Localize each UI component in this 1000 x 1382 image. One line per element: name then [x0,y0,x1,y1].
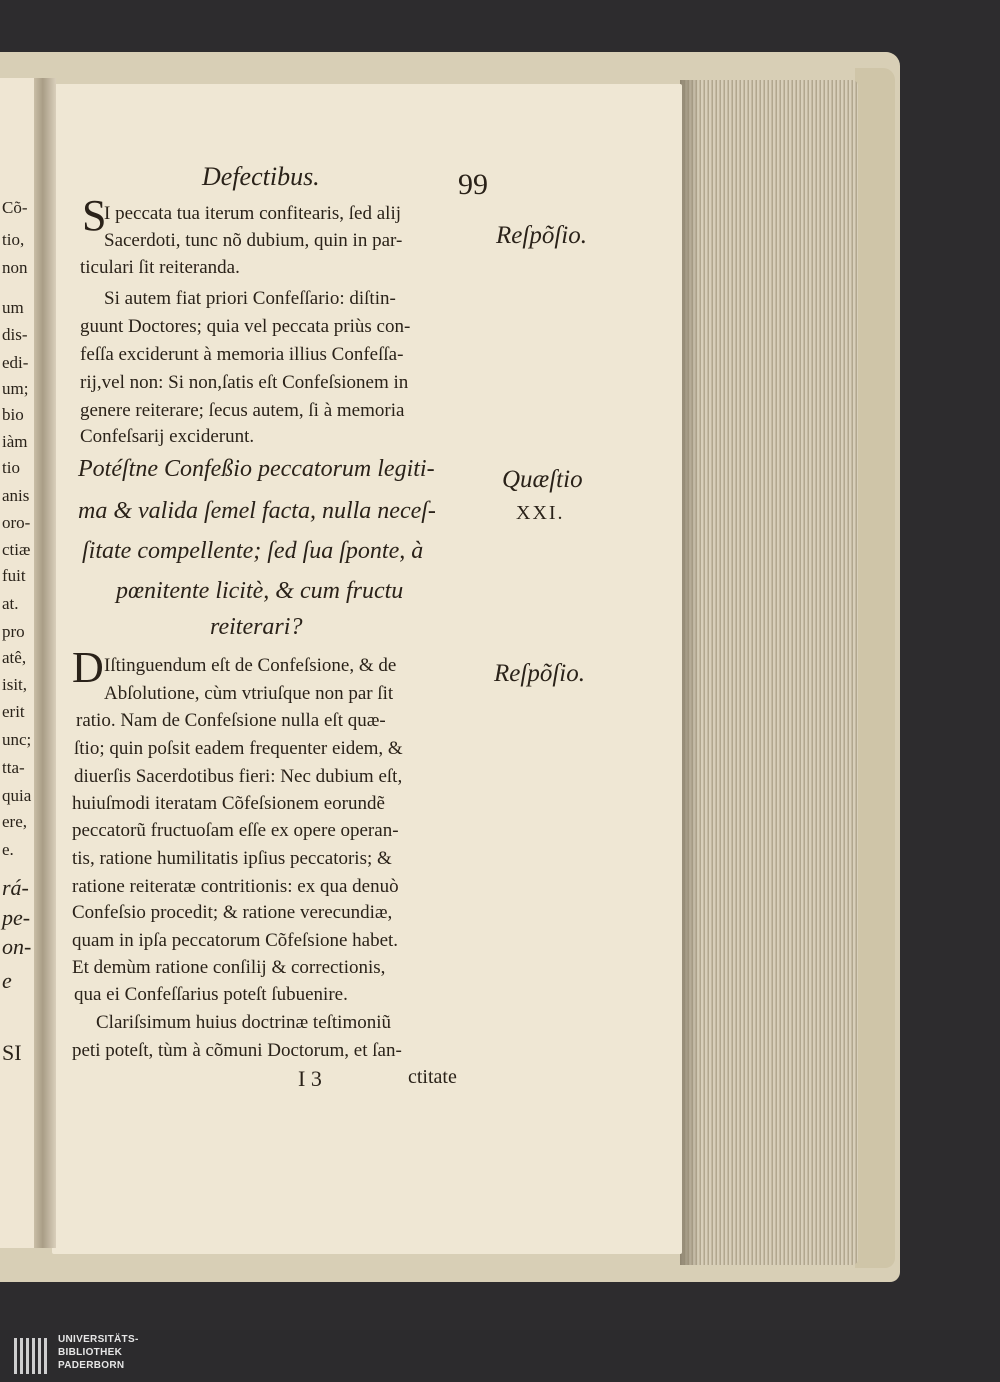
cover-edge [855,68,895,1268]
text-line: quam in ipſa peccatorum Cõfeſsione habet. [72,930,399,951]
drop-cap: S [82,191,107,240]
left-fragment: e. [2,840,14,859]
question-line: reiterari? [210,614,303,640]
left-fragment: edi- [2,353,29,372]
library-name-line: PADERBORN [58,1360,125,1371]
text-line: qua ei Confeſſarius poteſt ſubuenire. [74,984,348,1005]
text-line: peccatorũ fructuoſam eſſe ex opere operan- [72,820,399,841]
left-fragment: at. [2,594,19,613]
text-line: feſſa exciderunt à memoria illius Confeſſa- [80,344,404,365]
left-fragment: non [2,258,28,277]
left-fragment: Cõ- [2,198,28,217]
book-gutter [34,78,56,1248]
margin-note-responsio: Reſpõſio. [496,222,587,249]
page-fore-edge [680,80,858,1265]
drop-cap: D [72,643,104,692]
text-line: tis, ratione humilitatis ipſius peccatoris; & [72,848,392,869]
text-line: Si autem fiat priori Confeſſario: diſtin- [104,288,396,309]
question-line: ma & valida ſemel facta, nulla neceſ- [78,498,436,524]
library-name-line: UNIVERSITÄTS- [58,1334,139,1345]
text-line: Et demùm ratione conſilij & correctionis, [72,957,386,978]
left-fragment: atê, [2,648,27,667]
text-line: ſtio; quin poſsit eadem frequenter eidem, & [74,738,403,759]
left-fragment: oro- [2,513,31,532]
running-head: Defectibus. [202,162,320,191]
left-fragment: um [2,298,24,317]
text-line: Iſtinguendum eſt de Confeſsione, & de [104,655,397,676]
page-number: 99 [458,168,488,201]
left-fragment: SI [2,1040,22,1065]
text-line: guunt Doctores; quia vel peccata priùs con- [80,316,411,337]
footer-bar [0,1330,1000,1382]
left-fragment: dis- [2,325,28,344]
left-fragment: erit [2,702,25,721]
signature-mark: I 3 [298,1066,322,1091]
text-line: Sacerdoti, tunc nõ dubium, quin in par- [104,230,403,251]
text-line: genere reiterare; ſecus autem, ſi à memoria [80,400,405,421]
text-line: huiuſmodi iteratam Cõfeſsionem eorundẽ [72,793,385,814]
text-line: ratio. Nam de Confeſsione nulla eſt quæ- [76,710,386,731]
question-line: ſitate compellente; ſed ſua ſponte, à [82,538,424,564]
left-fragment: ctiæ [2,540,31,559]
text-line: I peccata tua iterum confitearis, ſed alij [104,203,401,224]
text-line: ratione reiteratæ contritionis: ex qua denuò [72,876,399,897]
text-line: ticulari ſit reiteranda. [80,257,240,278]
left-fragment: on- [2,934,32,959]
question-line: Potéſtne Confeßio peccatorum legiti- [78,456,435,482]
margin-note-responsio: Reſpõſio. [494,660,585,687]
text-line: peti poteſt, tùm à cõmuni Doctorum, et ſan- [72,1040,402,1061]
library-name-line: BIBLIOTHEK [58,1347,123,1358]
left-fragment: isit, [2,675,28,694]
question-line: pœnitente licitè, & cum fructu [116,578,404,604]
left-fragment: rá- [2,875,29,900]
left-fragment: e [2,968,12,993]
text-line: Abſolutione, cùm vtriuſque non par ſit [104,683,394,704]
left-fragment: quia [2,786,32,805]
left-fragment: tio, [2,230,25,249]
left-fragment: fuit [2,566,26,585]
left-fragment: bio [2,405,24,424]
text-line: Confeſsio procedit; & ratione verecundiæ, [72,902,393,923]
left-fragment: pe- [2,905,31,930]
text-line: diuerſis Sacerdotibus fieri: Nec dubium eſt, [74,766,403,787]
margin-note-quaestio-number: XXI. [516,502,565,524]
text-line: Clariſsimum huius doctrinæ teſtimoniũ [96,1012,392,1033]
left-fragment: ere, [2,812,28,831]
text-line: rij,vel non: Si non,ſatis eſt Confeſsionem in [80,372,409,393]
catchword: ctitate [408,1066,457,1088]
left-fragment: iàm [2,432,28,451]
left-fragment: pro [2,622,25,641]
left-fragment: tio [2,458,20,477]
text-line: Confeſsarij exciderunt. [80,426,255,447]
left-fragment: um; [2,379,29,398]
left-fragment: tta- [2,758,25,777]
library-logo [14,1338,50,1374]
margin-note-quaestio: Quæſtio [502,466,583,493]
left-fragment: anis [2,486,30,505]
left-fragment: unc; [2,730,32,749]
